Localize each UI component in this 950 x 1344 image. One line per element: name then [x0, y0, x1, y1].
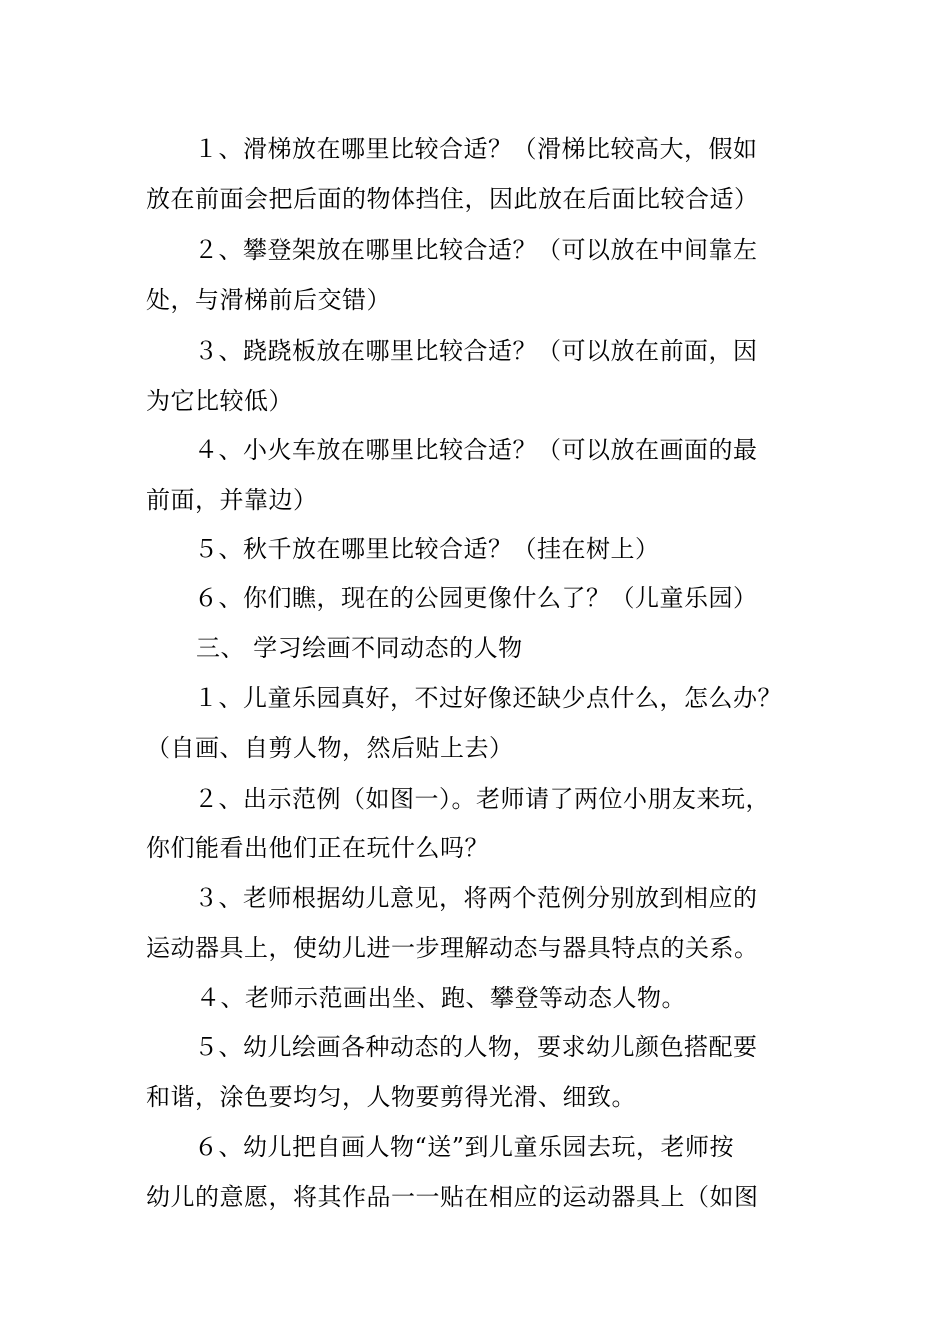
paragraph-line: ３、跷跷板放在哪里比较合适？（可以放在前面，因 [194, 337, 758, 365]
paragraph-line: 运动器具上，使幼儿进一步理解动态与器具特点的关系。 [146, 934, 759, 962]
paragraph-line: ５、幼儿绘画各种动态的人物，要求幼儿颜色搭配要 [194, 1033, 758, 1061]
paragraph-line: ６、你们瞧，现在的公园更像什么了？（儿童乐园） [194, 584, 758, 612]
section-heading: 三、 学习绘画不同动态的人物 [196, 634, 523, 662]
paragraph-line: 为它比较低） [146, 387, 293, 415]
paragraph-line: ３、老师根据幼儿意见，将两个范例分别放到相应的 [194, 884, 758, 912]
paragraph-line: 处，与滑梯前后交错） [146, 286, 391, 314]
paragraph-line: ４、小火车放在哪里比较合适？（可以放在画面的最 [194, 436, 758, 464]
paragraph-line: 前面，并靠边） [146, 486, 318, 514]
paragraph-line: 幼儿的意愿，将其作品一一贴在相应的运动器具上（如图 [146, 1183, 759, 1211]
paragraph-line: 你们能看出他们正在玩什么吗？ [146, 834, 489, 862]
paragraph-line: 和谐，涂色要均匀，人物要剪得光滑、细致。 [146, 1083, 636, 1111]
paragraph-line: （自画、自剪人物，然后贴上去） [146, 734, 514, 762]
paragraph-line: ５、秋千放在哪里比较合适？（挂在树上） [194, 535, 660, 563]
paragraph-line: 放在前面会把后面的物体挡住，因此放在后面比较合适） [146, 185, 759, 213]
paragraph-line: ２、出示范例（如图一）。老师请了两位小朋友来玩， [194, 785, 770, 813]
paragraph-line: １、儿童乐园真好，不过好像还缺少点什么，怎么办？ [194, 684, 782, 712]
paragraph-line: ２、攀登架放在哪里比较合适？（可以放在中间靠左 [194, 236, 758, 264]
paragraph-line: １、滑梯放在哪里比较合适？（滑梯比较高大，假如 [194, 135, 758, 163]
paragraph-line: ４、老师示范画出坐、跑、攀登等动态人物。 [196, 984, 686, 1012]
paragraph-line: ６、幼儿把自画人物“送”到儿童乐园去玩，老师按 [194, 1133, 735, 1161]
